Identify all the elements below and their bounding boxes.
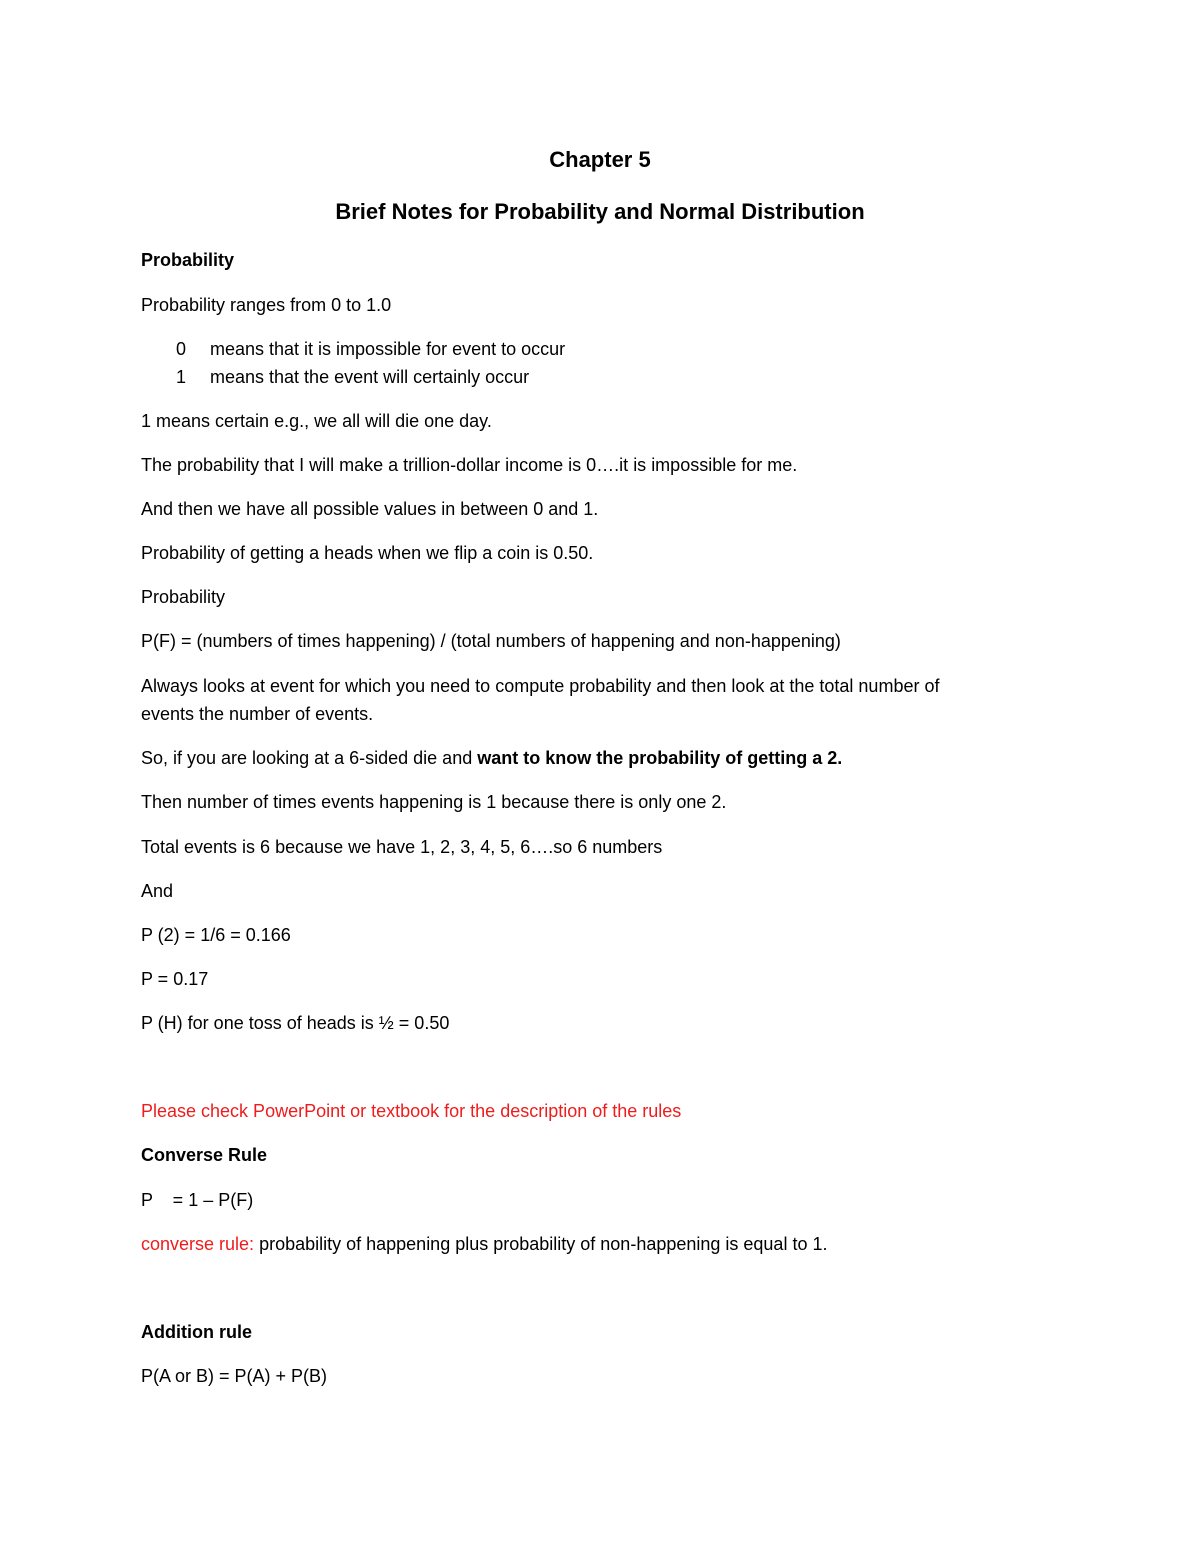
paragraph-total: Total events is 6 because we have 1, 2, 3, 4, 5, 6….so 6 numbers xyxy=(141,837,663,857)
document-subtitle: Brief Notes for Probability and Normal Distribution xyxy=(335,199,865,224)
paragraph-trillion: The probability that I will make a trillion-dollar income is 0….it is impossible for me. xyxy=(141,455,798,475)
section-heading-probability: Probability xyxy=(141,250,235,270)
list-item-text: means that it is impossible for event to occur xyxy=(210,339,566,359)
paragraph-certain: 1 means certain e.g., we all will die one day. xyxy=(141,411,492,431)
equation-p2: P (2) = 1/6 = 0.166 xyxy=(141,925,291,945)
die-bold-text: want to know the probability of getting a 2. xyxy=(477,748,843,768)
list-item xyxy=(176,365,529,389)
paragraph-always-line2: events the number of events. xyxy=(141,704,374,724)
paragraph-then: Then number of times events happening is 1 because there is only one 2. xyxy=(141,792,727,812)
note-red: Please check PowerPoint or textbook for the description of the rules xyxy=(141,1101,682,1121)
list-item xyxy=(176,337,565,361)
paragraph-between: And then we have all possible values in between 0 and 1. xyxy=(141,499,599,519)
paragraph-and: And xyxy=(141,881,174,901)
section-heading-addition: Addition rule xyxy=(141,1322,252,1342)
paragraph-die xyxy=(141,746,842,770)
list-item-text: means that the event will certainly occur xyxy=(210,367,530,387)
converse-rule-label: converse rule: xyxy=(141,1234,255,1254)
converse-formula: P = 1 – P(F) xyxy=(141,1190,254,1210)
list-item-number: 1 xyxy=(176,367,187,387)
paragraph-probability-label: Probability xyxy=(141,587,226,607)
converse-rule-text: probability of happening plus probability of non-happening is equal to 1. xyxy=(254,1234,828,1254)
addition-formula: P(A or B) = P(A) + P(B) xyxy=(141,1366,328,1386)
paragraph-always-line1: Always looks at event for which you need to compute probability and then look at the total number of xyxy=(141,676,940,696)
section-heading-converse: Converse Rule xyxy=(141,1145,268,1165)
list-item-number: 0 xyxy=(176,339,187,359)
equation-p: P = 0.17 xyxy=(141,969,209,989)
die-intro-text: So, if you are looking at a 6-sided die and xyxy=(141,748,478,768)
paragraph-coin: Probability of getting a heads when we flip a coin is 0.50. xyxy=(141,543,594,563)
equation-ph: P (H) for one toss of heads is ½ = 0.50 xyxy=(141,1013,450,1033)
paragraph-range: Probability ranges from 0 to 1.0 xyxy=(141,295,392,315)
probability-formula: P(F) = (numbers of times happening) / (total numbers of happening and non-happening) xyxy=(141,631,841,651)
chapter-title: Chapter 5 xyxy=(549,147,651,172)
paragraph-converse xyxy=(141,1232,827,1256)
